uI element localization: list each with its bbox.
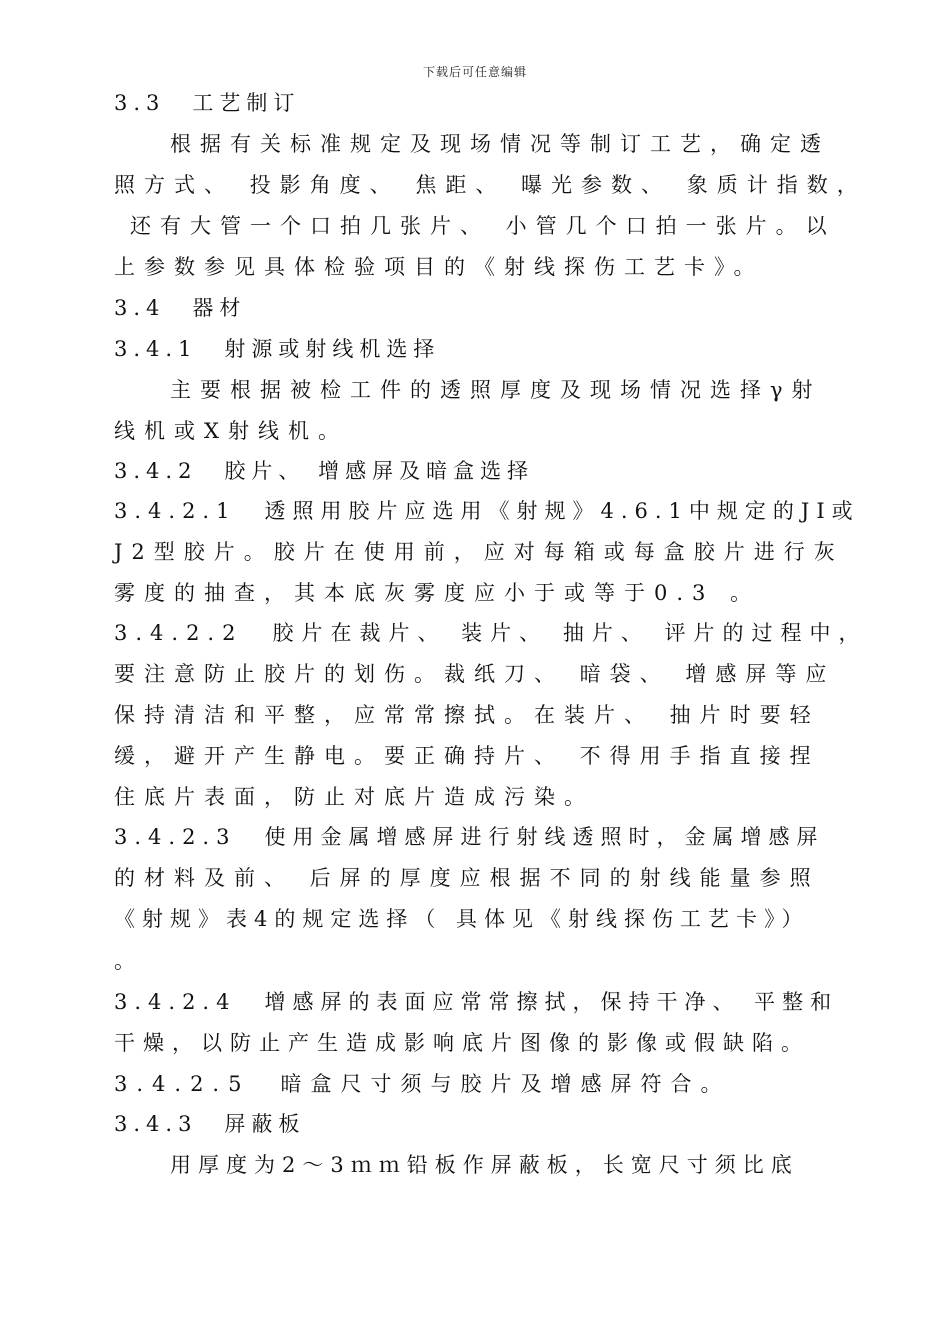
clause-3-4-2-3: 3.4.2.3 使用金属增感屏进行射线透照时，金属增感屏 [114,825,825,849]
paragraph-line: 上参数参见具体检验项目的《射线探伤工艺卡》。 [114,255,764,279]
paragraph-line: 要注意防止胶片的划伤。裁纸刀、 暗袋、 增感屏等应 [114,662,836,686]
paragraph-line: 线机或X射线机。 [114,419,348,443]
section-heading-3-4-2: 3.4.2 胶片、 增感屏及暗盒选择 [114,459,535,483]
clause-3-4-2-5: 3.4.2.5 暗盒尺寸须与胶片及增感屏符合。 [114,1072,731,1096]
section-heading-3-3: 3.3 工艺制订 [114,91,301,115]
clause-3-4-2-2: 3.4.2.2 胶片在裁片、 装片、 抽片、 评片的过程中， [114,621,868,645]
clause-3-4-2-1: 3.4.2.1 透照用胶片应选用《射规》4.6.1中规定的JI或 [114,499,860,523]
paragraph-line: J2型胶片。胶片在使用前，应对每箱或每盒胶片进行灰 [114,540,844,564]
paragraph-line: 。 [114,949,144,973]
paragraph-line: 用厚度为2～3ｍｍ铅板作屏蔽板，长宽尺寸须比底 [170,1153,799,1177]
paragraph-line: 主要根据被检工件的透照厚度及现场情况选择γ射 [170,378,822,402]
section-heading-3-4: 3.4 器材 [114,296,247,320]
paragraph-line: 干燥，以防止产生造成影响底片图像的影像或假缺陷。 [114,1031,810,1055]
paragraph-line: 根据有关标准规定及现场情况等制订工艺，确定透 [170,132,830,156]
paragraph-line: 保持清洁和平整，应常常擦拭。在装片、 抽片时要轻 [114,703,820,727]
paragraph-line: 缓，避开产生静电。要正确持片、 不得用手指直接捏 [114,744,820,768]
paragraph-line: 的材料及前、 后屏的厚度应根据不同的射线能量参照 [114,866,820,890]
paragraph-line: 雾度的抽查，其本底灰雾度应小于或等于0.3 。 [114,581,761,605]
paragraph-line: 《射规》表4的规定选择（ 具体见《射线探伤工艺卡》） [114,907,810,931]
clause-3-4-2-4: 3.4.2.4 增感屏的表面应常常擦拭，保持干净、 平整和 [114,990,839,1014]
paragraph-line: 住底片表面，防止对底片造成污染。 [114,785,594,809]
section-heading-3-4-1: 3.4.1 射源或射线机选择 [114,337,441,361]
page-header-note: 下载后可任意编辑 [422,65,527,79]
section-heading-3-4-3: 3.4.3 屏蔽板 [114,1112,306,1136]
paragraph-line: 还有大管一个口拍几张片、 小管几个口拍一张片。以 [130,214,836,238]
paragraph-line: 照方式、 投影角度、 焦距、 曝光参数、 象质计指数， [114,173,867,197]
